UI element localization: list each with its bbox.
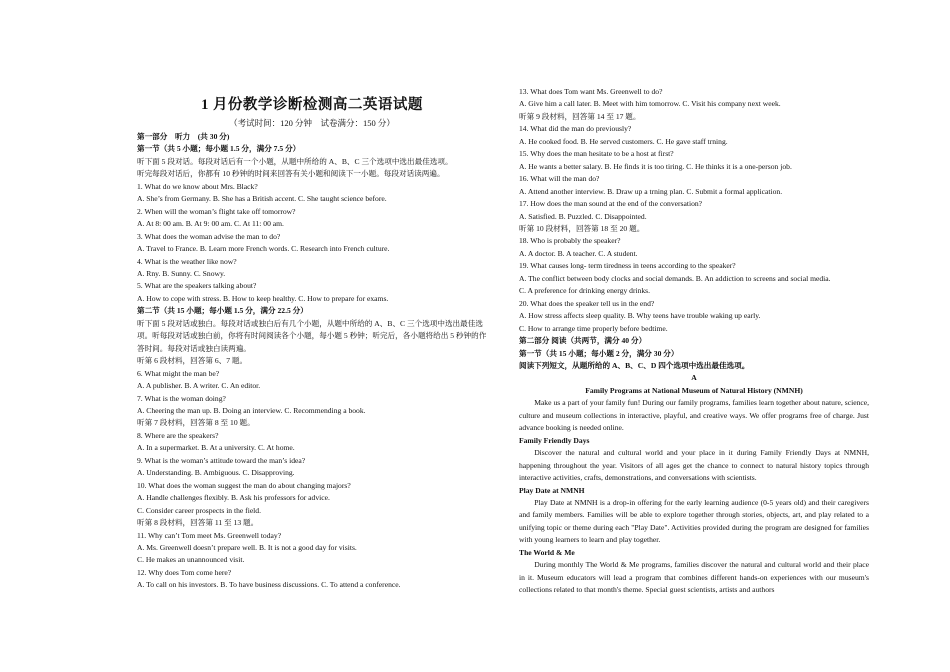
section-heading: Play Date at NMNH — [519, 485, 585, 495]
text-line: A. He cooked food. B. He served customers. C. He gave staff trning. — [519, 136, 728, 146]
text-line: A. How stress affects sleep quality. B. Why teens have trouble waking up early. — [519, 311, 761, 321]
text-line: 8. Where are the speakers? — [137, 430, 219, 440]
text-line: C. He makes an unannounced visit. — [137, 555, 245, 565]
text-line: 4. What is the weather like now? — [137, 256, 237, 266]
right-column — [519, 86, 869, 597]
right-text-lines — [519, 86, 869, 597]
text-line: 7. What is the woman doing? — [137, 393, 226, 403]
text-line: 1. What do we know about Mrs. Black? — [137, 181, 258, 191]
section-heading: 第二部分 阅读（共两节，满分 40 分） — [519, 336, 647, 346]
left-column — [137, 93, 487, 592]
section-heading: 第二节（共 15 小题；每小题 1.5 分，满分 22.5 分） — [137, 306, 308, 316]
text-line: 19. What causes long- term tiredness in teens according to the speaker? — [519, 261, 736, 271]
text-line: 18. Who is probably the speaker? — [519, 236, 621, 246]
text-line: A. Ms. Greenwell doesn’t prepare well. B. It is not a good day for visits. — [137, 542, 357, 552]
text-line: A. Give him a call later. B. Meet with him tomorrow. C. Visit his company next week. — [519, 99, 781, 109]
text-line: 2. When will the woman’s flight take off tomorrow? — [137, 206, 296, 216]
section-heading: 第一节（共 5 小题；每小题 1.5 分，满分 7.5 分） — [137, 144, 301, 154]
text-line: 听下面 5 段对话。每段对话后有一个小题，从题中所给的 A、B、C 三个选项中选出最佳选项。 — [137, 156, 453, 166]
text-line: C. Consider career prospects in the field. — [137, 505, 261, 515]
section-heading: The World & Me — [519, 547, 575, 557]
passage-paragraph: Make us a part of your family fun! During our family programs, families learn together about nature, science, culture and museum collections in interactive, playful, and creative ways. We offer programs free of charge. Just advance booking is needed online. — [519, 398, 869, 433]
section-heading: 阅读下列短文，从题所给的 A、B、C、D 四个选项中选出最佳选项。 — [519, 360, 750, 370]
passage-paragraph: During monthly The World & Me programs, families discover the natural and cultural world and their place in it. Museum educators will lead a program that combines different hands-on experiences with our museum's collections related to that month's theme. Special guest scientists, artists and authors — [519, 560, 869, 595]
text-line: A. At 8: 00 am. B. At 9: 00 am. C. At 11: 00 am. — [137, 219, 284, 229]
text-line: C. How to arrange time properly before bedtime. — [519, 323, 668, 333]
text-line: 5. What are the speakers talking about? — [137, 281, 257, 291]
text-line: 听第 7 段材料，回答第 8 至 10 题。 — [137, 418, 255, 428]
text-line: 3. What does the woman advise the man to do? — [137, 231, 281, 241]
text-line: 听第 9 段材料，回答第 14 至 17 题。 — [519, 111, 641, 121]
text-line: 13. What does Tom want Ms. Greenwell to do? — [519, 87, 663, 96]
text-line: 17. How does the man sound at the end of the conversation? — [519, 199, 703, 209]
text-line: A. A doctor. B. A teacher. C. A student. — [519, 248, 638, 258]
text-line: A. Rny. B. Sunny. C. Snowy. — [137, 268, 226, 278]
section-heading: Family Programs at National Museum of Natural History (NMNH) — [585, 385, 803, 395]
section-heading: 第一节（共 15 小题；每小题 2 分，满分 30 分） — [519, 348, 679, 358]
text-line: A. Attend another interview. B. Draw up a trning plan. C. Submit a formal application. — [519, 186, 783, 196]
text-line: 6. What might the man be? — [137, 368, 220, 378]
passage-paragraph: Play Date at NMNH is a drop-in offering for the early learning audience (0-5 years old) and their caregivers and family members. Families will be able to explore together through stories, objects, art, and play related to a unifying topic or theme during each "Play Date". Activities provided during the program are designed for families with young learners to learn and play together. — [519, 497, 869, 545]
text-line: 11. Why can’t Tom meet Ms. Greenwell today? — [137, 530, 282, 540]
text-line: A. The conflict between body clocks and social demands. B. An addiction to screens and social media. — [519, 273, 831, 283]
text-line: 16. What will the man do? — [519, 174, 600, 184]
text-line: 听第 6 段材料，回答第 6、7 题。 — [137, 356, 248, 366]
exam-title: 1 月份教学诊断检测高二英语试题 — [201, 97, 423, 113]
text-line: 14. What did the man do previously? — [519, 124, 632, 134]
text-line: A. Travel to France. B. Learn more French words. C. Research into French culture. — [137, 244, 390, 254]
section-heading: 第一部分 听力 (共 30 分) — [137, 132, 230, 141]
text-line: 12. Why does Tom come here? — [137, 567, 232, 577]
section-heading: Family Friendly Days — [519, 435, 590, 445]
text-line: A. She’s from Germany. B. She has a British accent. C. She taught science before. — [137, 194, 387, 204]
text-line: A. Satisfied. B. Puzzled. C. Disappointed. — [519, 211, 647, 221]
section-heading: A — [691, 373, 697, 383]
text-line: 10. What does the woman suggest the man do about changing majors? — [137, 480, 351, 490]
text-line: 听第 10 段材料，回答第 18 至 20 题。 — [519, 223, 645, 233]
text-line: A. A publisher. B. A writer. C. An editor. — [137, 381, 261, 391]
text-line: A. Handle challenges flexibly. B. Ask his professors for advice. — [137, 493, 330, 503]
text-line: A. To call on his investors. B. To have business discussions. C. To attend a conference. — [137, 580, 401, 590]
text-line: A. In a supermarket. B. At a university. C. At home. — [137, 443, 295, 453]
text-line: 听完每段对话后，你都有 10 秒钟的时间来回答有关小题和阅读下一小题。每段对话读两遍。 — [137, 169, 445, 179]
text-line: 听第 8 段材料，回答第 11 至 13 题。 — [137, 518, 259, 528]
text-line: A. Cheering the man up. B. Doing an interview. C. Recommending a book. — [137, 405, 366, 415]
text-line: A. He wants a better salary. B. He finds it is too tiring. C. He thinks it is a one-person job. — [519, 161, 792, 171]
left-text-lines — [137, 131, 487, 592]
text-line: A. Understanding. B. Ambiguous. C. Disapproving. — [137, 468, 295, 478]
text-line: A. How to cope with stress. B. How to keep healthy. C. How to prepare for exams. — [137, 293, 389, 303]
exam-subtitle: （考试时间：120 分钟 试卷满分：150 分） — [229, 118, 395, 128]
text-line: 15. Why does the man hesitate to be a host at first? — [519, 149, 674, 159]
passage-paragraph: Discover the natural and cultural world and your place in it during Family Friendly Days at NMNH, happening throughout the year. Visitors of all ages get the chance to connect to natural history topics through interactive activities, crafts, demonstrations, and conversations with scientists. — [519, 448, 869, 483]
text-line: 9. What is the woman’s attitude toward the man’s idea? — [137, 455, 306, 465]
text-line: 20. What does the speaker tell us in the end? — [519, 298, 655, 308]
text-line: C. A preference for drinking energy drinks. — [519, 286, 651, 296]
text-line: 听下面 5 段对话或独白。每段对话或独白后有几个小题，从题中所给的 A、B、C 三个选项中选出最佳选项。听每段对话或独白前，你将有时间阅读各个小题，每小题 5 秒钟；听完后，各小题将给出 5 秒钟的作答时间。每段对话或独白读两遍。 — [137, 318, 487, 353]
